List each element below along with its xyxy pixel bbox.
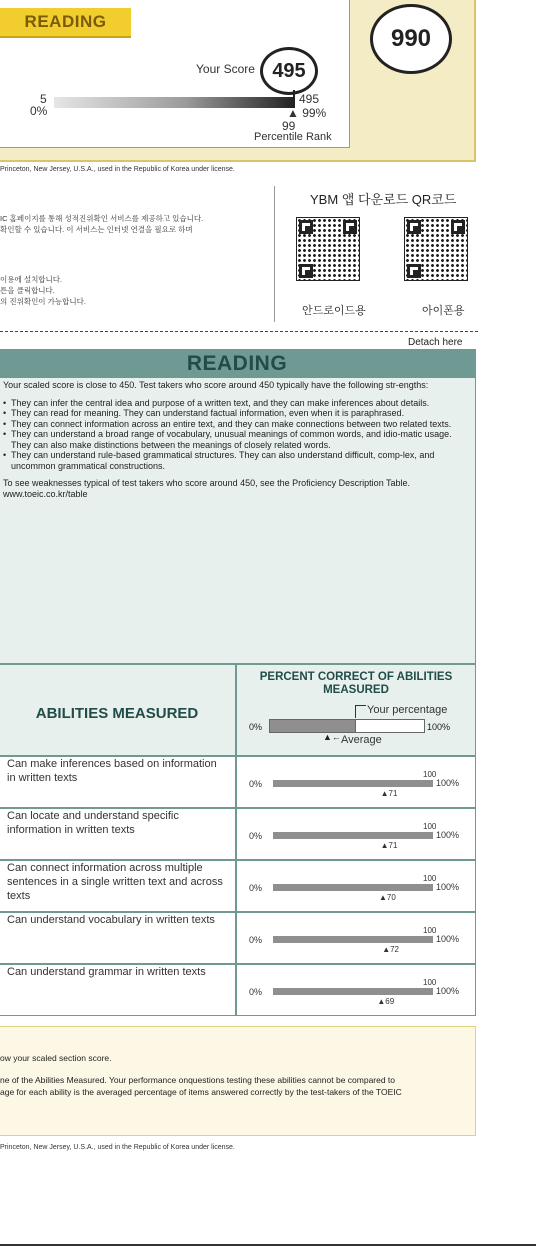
license-note: Princeton, New Jersey, U.S.A., used in the Republic of Korea under license.	[0, 166, 235, 173]
strength-item: • They can read for meaning. They can understand factual information, even when it is paraphrased.	[3, 408, 469, 419]
korean-note-line4: 튼을 클릭합니다.	[0, 286, 55, 295]
korean-note-line2: 확인할 수 있습니다. 이 서비스는 인터넷 연결을 필요로 하며	[0, 225, 193, 234]
ability-row-bar-cell	[236, 756, 476, 808]
bar-min-score: 5	[40, 92, 47, 106]
qr-section-title: YBM 앱 다운로드 QR코드	[310, 192, 457, 207]
legend-zero: 0%	[249, 722, 263, 732]
bar-hundred-label: 100%	[436, 778, 460, 788]
ability-label: Can connect information across multiple sentences in a single written text and across texts	[7, 862, 223, 902]
bar-zero-label: 0%	[249, 831, 263, 841]
strength-item: • They can connect information across an entire text, and they can make connections between two related texts.	[3, 419, 469, 430]
strength-list	[3, 398, 469, 472]
total-score-value: 990	[370, 4, 452, 74]
ability-row-label-cell	[0, 756, 236, 808]
average-marker-icon: ▲←	[323, 732, 341, 742]
your-percentage-value: 100	[423, 926, 437, 935]
ability-row-label-cell	[0, 808, 236, 860]
reading-intro: Your scaled score is close to 450. Test takers who score around 450 typically have the following str-engths:	[3, 380, 429, 390]
bar-hundred-label: 100%	[436, 830, 460, 840]
percentile-value: 99	[282, 119, 296, 133]
iphone-qr-code[interactable]	[404, 217, 468, 281]
score-bar	[54, 97, 294, 108]
detach-label: Detach here	[408, 337, 463, 348]
your-percentage-bar	[273, 988, 433, 995]
bottom-note-line1: ow your scaled section score.	[0, 1053, 112, 1063]
ability-row-label-cell	[0, 964, 236, 1016]
strength-item: • They can understand rule-based grammatical structures. They can also understand difficult, comp-lex, and uncommon grammatical constructions.	[3, 450, 469, 471]
percent-correct-header	[236, 664, 476, 756]
bar-min-pct: 0%	[30, 104, 48, 118]
iphone-label: 아이폰용	[422, 305, 465, 317]
your-percentage-pointer	[355, 705, 366, 718]
abilities-title: ABILITIES MEASURED	[35, 705, 199, 722]
average-marker: ▲71	[380, 789, 398, 798]
your-percentage-value: 100	[423, 822, 437, 831]
bar-zero-label: 0%	[249, 987, 263, 997]
ability-row-label-cell	[0, 860, 236, 912]
bar-pct: ▲ 99%	[287, 106, 327, 120]
abilities-header	[0, 664, 236, 756]
ability-label: Can make inferences based on information in written texts	[7, 758, 217, 784]
legend-empty-bar	[355, 719, 425, 733]
korean-note-line5: 의 진위확인이 가능합니다.	[0, 297, 86, 306]
vertical-divider	[274, 186, 275, 322]
legend-average: Average	[341, 734, 382, 746]
percent-correct-title: PERCENT CORRECT OF ABILITIES MEASURED	[259, 671, 453, 696]
bar-zero-label: 0%	[249, 779, 263, 789]
legend-hundred: 100%	[427, 722, 451, 732]
ability-row-bar-cell	[236, 808, 476, 860]
android-qr-code[interactable]	[296, 217, 360, 281]
your-percentage-value: 100	[423, 978, 437, 987]
page-bottom-rule	[0, 1244, 536, 1246]
your-percentage-bar	[273, 884, 433, 891]
reading-description-text	[3, 380, 469, 506]
bar-hundred-label: 100%	[436, 986, 460, 996]
your-percentage-value: 100	[423, 874, 437, 883]
strength-item: • They can understand a broad range of vocabulary, unusual meanings of common words, and idio-matic usage. They can also make distinctions between the meanings of closely related words.	[3, 429, 469, 450]
average-marker: ▲71	[380, 841, 398, 850]
your-score-value: 495	[260, 47, 318, 95]
ability-label: Can understand vocabulary in written texts	[7, 914, 215, 926]
bar-hundred-label: 100%	[436, 934, 460, 944]
ability-row-bar-cell	[236, 860, 476, 912]
ability-label: Can understand grammar in written texts	[7, 966, 206, 978]
your-percentage-bar	[273, 936, 433, 943]
bottom-note-line2: ne of the Abilities Measured. Your performance onquestions testing these abilities cannot be compared to	[0, 1075, 396, 1085]
average-marker: ▲69	[377, 997, 395, 1006]
android-label: 안드로이드용	[302, 305, 366, 317]
korean-note-line3: 이용에 설치합니다.	[0, 275, 63, 284]
your-percentage-bar	[273, 780, 433, 787]
your-percentage-bar	[273, 832, 433, 839]
strength-item: • They can infer the central idea and purpose of a written text, and they can make inferences about details.	[3, 398, 469, 409]
average-marker: ▲72	[382, 945, 400, 954]
average-marker: ▲70	[379, 893, 396, 902]
bar-score: 495	[299, 92, 320, 106]
bottom-note-line3: age for each ability is the averaged percentage of items answered correctly by the test-takers of the TOEIC	[0, 1087, 402, 1097]
your-score-label: Your Score	[196, 62, 255, 76]
ability-label: Can locate and understand specific information in written texts	[7, 810, 179, 836]
detach-line	[0, 331, 478, 332]
legend-filled-bar	[269, 719, 357, 733]
korean-note-line1: IC 홈페이지를 통해 성적진위확인 서비스를 제공하고 있습니다.	[0, 214, 204, 223]
percentile-label: Percentile Rank	[254, 131, 332, 143]
license-note-bottom: Princeton, New Jersey, U.S.A., used in the Republic of Korea under license.	[0, 1144, 235, 1151]
section-tag: READING	[0, 8, 131, 38]
legend-your-percentage: Your percentage	[367, 704, 448, 716]
ability-row-label-cell	[0, 912, 236, 964]
bar-zero-label: 0%	[249, 883, 263, 893]
ability-row-bar-cell	[236, 964, 476, 1016]
reading-description-panel	[0, 349, 476, 664]
ability-row-bar-cell	[236, 912, 476, 964]
bar-zero-label: 0%	[249, 935, 263, 945]
bar-hundred-label: 100%	[436, 882, 460, 892]
weakness-note: To see weaknesses typical of test takers who score around 450, see the Proficiency Description Table. www.toeic.co.kr/table	[3, 478, 411, 499]
your-percentage-value: 100	[423, 770, 437, 779]
reading-heading: READING	[0, 350, 475, 378]
